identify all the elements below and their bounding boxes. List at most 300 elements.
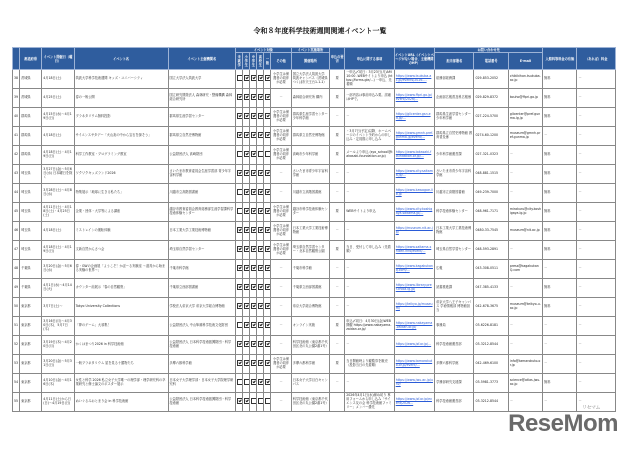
checkbox-target-junior-high-icon xyxy=(251,208,257,214)
table-row xyxy=(13,298,616,317)
checkbox-target-junior-high-icon xyxy=(251,170,257,176)
row-venue: 群馬県生涯学習センター 少年科学館 xyxy=(292,112,328,120)
row-fee-amount: － xyxy=(578,114,582,119)
row-contact-dept: 群馬県生涯学習センター少年科学館 xyxy=(436,112,472,120)
row-date: 4月15日(水)～4月19日(日) xyxy=(43,112,72,120)
row-application-info: － xyxy=(346,304,350,309)
row-application-info: － xyxy=(346,266,350,271)
row-application-info: メールより申込 (syo_school@takasaki-foundation.or.jp) xyxy=(346,150,393,158)
row-venue: 科学技術館（東京都千代田区北の丸公園2番1号） xyxy=(292,340,329,348)
checkbox-target-elementary-icon xyxy=(244,360,250,366)
row-fee: 無料 xyxy=(544,76,551,81)
row-url-link[interactable]: https://www.tsukuba.ac.jp/events/2026-... xyxy=(395,74,432,82)
checkbox-target-general-icon xyxy=(265,113,271,119)
row-fee-amount: － xyxy=(578,304,582,309)
row-event-name: 企業・団体・大学等による講座 xyxy=(75,209,121,214)
row-date: 4月1日(水)～4月14日(火) xyxy=(43,283,72,291)
row-email: museum@teikyo-u.ac.jp xyxy=(509,302,541,310)
checkbox-target-high-school-icon xyxy=(258,151,264,157)
col-application-required: 申込の要否 xyxy=(330,48,345,70)
row-target-other: 小学生は保護者の同伴が必要 xyxy=(273,110,290,122)
table-row xyxy=(13,279,616,298)
row-url-link[interactable]: https://www.tamarokuto.or.jp/event/... xyxy=(395,359,433,367)
row-email: museum@nit.ac.jp xyxy=(509,228,540,233)
row-fee: 無料 xyxy=(544,190,551,195)
row-fee: － xyxy=(544,361,548,366)
row-url-link[interactable]: https://www.jsf.or.jp/event/2026... xyxy=(395,397,432,405)
row-number: 38 xyxy=(14,76,19,81)
checkbox-target-general-icon xyxy=(265,341,271,347)
row-url-link[interactable]: https://teikyo.jp/museum/ xyxy=(395,302,433,310)
row-phone: 047-385-4133 xyxy=(475,285,499,290)
row-target-other: － xyxy=(279,171,283,176)
row-target-other: 小学生は保護者の同伴が必要 xyxy=(273,224,290,236)
checkbox-target-preschool-icon xyxy=(237,341,243,347)
checkbox-target-high-school-icon xyxy=(258,322,264,328)
col-group-venue: イベント実施場所 xyxy=(291,48,329,53)
row-prefecture: 群馬県 xyxy=(21,152,31,157)
row-venue: 国立大学法人筑波大学 筑波キャンパス（茨城県つくば市天王台1-1-1） xyxy=(292,72,328,84)
row-fee: － xyxy=(544,342,548,347)
row-fee: 無料 xyxy=(544,152,551,157)
col-url: イベントURL（イベントページがない場合、主催機関のHP） xyxy=(394,48,434,70)
row-fee: 無料 xyxy=(544,247,551,252)
checkbox-target-elementary-icon xyxy=(244,398,250,404)
row-date: 4月18日(土) xyxy=(43,76,62,81)
row-application-required: 要 xyxy=(335,76,339,81)
checkbox-target-elementary-icon xyxy=(244,284,250,290)
checkbox-target-preschool-icon xyxy=(237,151,243,157)
row-contact-dept: 少年科学館運営課 xyxy=(436,152,462,157)
checkbox-target-preschool-icon xyxy=(237,208,243,214)
row-contact-dept: 読書推進課 xyxy=(436,285,453,290)
row-contact-dept: 科学技術館運営部 xyxy=(436,342,462,347)
checkbox-target-general-icon xyxy=(265,170,271,176)
logo-ruby: リセマム xyxy=(582,405,600,411)
row-phone: 042-469-6100 xyxy=(475,361,499,366)
row-email: mirakuru@city.koshigaya.lg.jp xyxy=(509,207,542,215)
checkbox-target-junior-high-icon xyxy=(251,246,257,252)
checkbox-target-elementary-icon xyxy=(244,227,250,233)
checkbox-target-preschool-icon xyxy=(237,75,243,81)
row-venue: 埼玉県自然学習センター・北本自然観察公園 xyxy=(292,245,325,253)
table-row xyxy=(13,374,616,393)
row-url-link[interactable]: https://www.gmnh.pref.gunma.jp/event/... xyxy=(395,131,433,139)
checkbox-target-high-school-icon xyxy=(258,398,264,404)
row-application-required: － xyxy=(335,228,339,233)
row-application-info: － xyxy=(346,190,350,195)
checkbox-target-high-school-icon xyxy=(258,227,264,233)
row-venue: 越谷市科学技術体験センター xyxy=(292,207,328,215)
checkbox-target-high-school-icon xyxy=(258,246,264,252)
checkbox-target-preschool-icon xyxy=(237,94,243,100)
checkbox-target-high-school-icon xyxy=(258,132,264,138)
row-organizer: 群馬県立自然史博物館 xyxy=(169,133,202,138)
row-prefecture: 千葉県 xyxy=(21,266,31,271)
row-url-link[interactable]: https://www.kawagoe-lib.jp xyxy=(395,188,433,196)
row-contact-dept: 学務部研究支援課 xyxy=(436,380,462,385)
checkbox-target-junior-high-icon xyxy=(251,341,257,347)
row-target-other: 小学生は保護者の同伴が必要 xyxy=(273,243,290,255)
row-number: 41 xyxy=(14,133,19,138)
table-row xyxy=(13,355,616,374)
row-application-required: － xyxy=(335,285,339,290)
row-application-info: － xyxy=(346,114,350,119)
table-row xyxy=(13,203,616,222)
row-organizer: 国立研究開発法人 森林研究・整備機構 森林総合研究所 xyxy=(169,93,233,101)
row-phone: 03-3212-8544 xyxy=(475,342,499,347)
row-application-info: ・3月7日(予定)以降、ホームページのイベント予約からの申し込み・定員数に申し込み xyxy=(346,129,392,141)
row-url-link[interactable]: https://www.jwu.ac.jp/unv/ xyxy=(395,378,433,386)
row-fee-amount: － xyxy=(578,323,582,328)
checkbox-target-high-school-icon xyxy=(258,360,264,366)
checkbox-target-elementary-icon xyxy=(244,170,250,176)
row-event-name: ぬいぐるみおとまり会 in 科学技術館 xyxy=(75,399,129,404)
row-date: 4月18日(土) xyxy=(43,228,62,233)
checkbox-target-elementary-icon xyxy=(244,132,250,138)
row-email: kouho@ffpri.go.jp xyxy=(509,95,538,100)
row-number: 44 xyxy=(14,190,19,195)
table-row xyxy=(13,146,616,165)
row-url-link[interactable]: https://www.kagakukanq.com/... xyxy=(395,264,433,272)
table-row xyxy=(13,108,616,127)
checkbox-target-preschool-icon xyxy=(237,360,243,366)
row-venue: 千葉市科学館 xyxy=(292,266,312,271)
checkbox-target-general-icon xyxy=(265,265,271,271)
row-email: gllcenter@pref.gunma.lg.jp xyxy=(509,112,541,120)
row-date: 3月28日(土)～4月8日(水) xyxy=(43,188,72,196)
row-contact-dept: 総務部総務課 xyxy=(436,76,456,81)
col-target-preschool: 未就学 xyxy=(236,53,243,70)
row-prefecture: 東京都 xyxy=(21,323,31,328)
checkbox-target-high-school-icon xyxy=(258,208,264,214)
row-organizer: 日本工業大学工業技術博物館 xyxy=(169,228,211,233)
checkbox-target-preschool-icon xyxy=(237,246,243,252)
row-event-name: サイエンスサタデー「火山灰の中から宝石を探そう」 xyxy=(75,133,152,138)
row-event-name: 一般プラネタリウム 星を見る十勝物たち xyxy=(75,361,134,366)
checkbox-target-general-icon xyxy=(265,189,271,195)
table-row xyxy=(13,241,616,260)
row-organizer: 日本女子大学理学部・日本女子大学院理学研究科 xyxy=(169,378,234,386)
row-url-link[interactable]: https://www.saitama-shizen.info/event/... xyxy=(395,245,432,253)
table-row xyxy=(13,89,616,108)
row-prefecture: 埼玉県 xyxy=(21,171,31,176)
checkbox-target-high-school-icon xyxy=(258,189,264,195)
table-row xyxy=(13,184,616,203)
row-url-link[interactable]: https://www.library.pref.chiba.lg.jp/ xyxy=(395,283,432,291)
row-prefecture: 千葉県 xyxy=(21,285,31,290)
col-target-general: 一般 xyxy=(264,53,271,70)
row-venue: 群馬県立自然史博物館 xyxy=(292,133,325,138)
row-fee-amount: － xyxy=(578,190,582,195)
checkbox-target-elementary-icon xyxy=(244,246,250,252)
checkbox-target-high-school-icon xyxy=(258,265,264,271)
row-venue: さいたま市青少年宇宙科学館 xyxy=(292,169,328,177)
row-email: press@kagakukanQ.com xyxy=(509,264,539,272)
row-prefecture: 茨城県 xyxy=(21,76,31,81)
row-date: 4月11日(土)・4月18日(土)・4月25日(土) xyxy=(43,205,72,217)
row-fee: 無料 xyxy=(544,171,551,176)
row-contact-dept: さいたま市青少年宇宙科学館 xyxy=(436,169,472,177)
checkbox-target-general-icon xyxy=(265,75,271,81)
row-application-required: 要 xyxy=(335,323,339,328)
row-fee-amount: － xyxy=(578,247,582,252)
col-target-junior-high: 中学生 xyxy=(250,53,257,70)
row-number: 39 xyxy=(14,95,19,100)
checkbox-target-junior-high-icon xyxy=(251,265,257,271)
row-fee-amount: － xyxy=(578,399,582,404)
row-application-info: － xyxy=(346,285,350,290)
row-email: chikikihon.tsukuba.ac.jp xyxy=(509,74,541,82)
table-row xyxy=(13,127,616,146)
row-email: － xyxy=(509,323,513,328)
col-fee-amount: （あれば）料金 xyxy=(577,48,616,70)
row-fee-amount: － xyxy=(578,266,582,271)
checkbox-target-preschool-icon xyxy=(237,284,243,290)
row-fee-amount: － xyxy=(578,76,582,81)
row-prefecture: 東京都 xyxy=(21,380,31,385)
row-application-required: － xyxy=(335,380,339,385)
row-phone: 049-239-7000 xyxy=(475,190,499,195)
row-prefecture: 東京都 xyxy=(21,399,31,404)
row-email: － xyxy=(509,152,513,157)
row-email: － xyxy=(509,190,513,195)
row-date: 3月20日(金)～5月31日(日) xyxy=(43,359,72,367)
row-phone: 042-678-3675 xyxy=(475,304,499,309)
row-phone: 0480-33-7545 xyxy=(475,228,499,233)
row-url-link[interactable]: https://www.city.saitama.jp/... xyxy=(395,169,433,177)
col-group-contact: お問い合わせ先 xyxy=(435,48,543,53)
row-fee: 無料 xyxy=(544,285,551,290)
table-row xyxy=(13,317,616,336)
row-date: 3月27日(金)～5月6日(水) 日本曜日を除く xyxy=(43,167,73,179)
row-fee-amount: － xyxy=(578,171,582,176)
row-contact-dept: 日本工業大学工業技術博物館 xyxy=(436,226,472,234)
row-organizer: 群馬県生涯学習センター xyxy=(169,114,205,119)
row-url-link[interactable]: https://www.takasaki-foundation.or.jp/... xyxy=(395,150,432,158)
row-target-other: 小学生は保護者の同伴が必要 xyxy=(273,72,290,84)
checkbox-target-junior-high-icon xyxy=(251,132,257,138)
row-fee: 無料 xyxy=(544,380,551,385)
row-application-required: 要 xyxy=(335,152,339,157)
row-event-name: ワクワクキッズランド2026 xyxy=(75,171,116,176)
checkbox-target-preschool-icon xyxy=(237,113,243,119)
row-event-name: Tokyo University Collections xyxy=(75,304,121,309)
row-url-link[interactable]: https://www.jsf.or.jp/... xyxy=(395,342,432,347)
row-contact-dept: 科学技術体験センター xyxy=(436,209,468,214)
col-dates: イベント開催日（曜日） xyxy=(42,48,74,70)
checkbox-target-high-school-icon xyxy=(258,379,264,385)
row-prefecture: 群馬県 xyxy=(21,114,31,119)
checkbox-target-junior-high-icon xyxy=(251,398,257,404)
row-target-other: 小学生は保護者の同伴が必要 xyxy=(273,357,290,369)
row-fee: － xyxy=(544,266,548,271)
row-url-link[interactable]: https://www.nakayama-zaidan.or.jp/ xyxy=(395,321,433,329)
row-application-info: － xyxy=(346,228,350,233)
checkbox-target-preschool-icon xyxy=(237,379,243,385)
checkbox-target-junior-high-icon xyxy=(251,227,257,233)
row-email: － xyxy=(509,247,513,252)
checkbox-target-preschool-icon xyxy=(237,322,243,328)
row-phone: 027-224-5700 xyxy=(475,114,499,119)
checkbox-target-elementary-icon xyxy=(244,379,250,385)
row-application-required: － xyxy=(335,190,339,195)
checkbox-target-general-icon xyxy=(265,322,271,328)
row-number: 46 xyxy=(14,228,19,233)
row-organizer: 多摩六都科学館 xyxy=(169,361,192,366)
row-application-required: 要 xyxy=(335,95,339,100)
row-organizer: さいたま市教育委員会生涯学習部 青少年宇宙科学館 xyxy=(169,169,232,177)
row-phone: 048-881-1515 xyxy=(475,171,499,176)
logo-text: ReseMom xyxy=(508,410,618,437)
row-event-name: かくはまつり2026 in 科学技術館 xyxy=(75,342,124,347)
row-fee: － xyxy=(544,133,548,138)
col-event-name: イベント名 xyxy=(74,48,168,70)
row-phone: 03-6226-8181 xyxy=(475,323,499,328)
row-organizer: 埼玉県自然学習センター xyxy=(169,247,205,252)
row-event-name: プラネタリウム無料投影 xyxy=(75,114,111,119)
row-application-required: 要 xyxy=(335,209,339,214)
row-target-other: 小学生は保護者の同伴が必要 xyxy=(273,205,290,217)
row-target-other: － xyxy=(279,266,283,271)
checkbox-target-high-school-icon xyxy=(258,75,264,81)
row-fee-amount: － xyxy=(578,361,582,366)
checkbox-target-elementary-icon xyxy=(244,75,250,81)
checkbox-target-elementary-icon xyxy=(244,113,250,119)
checkbox-target-general-icon xyxy=(265,94,271,100)
col-fee: 入館料等料金の有無 xyxy=(543,48,577,70)
row-number: 52 xyxy=(14,342,19,347)
checkbox-target-general-icon xyxy=(265,303,271,309)
row-target-other: 小学生は保護者の同伴が必要 xyxy=(273,148,290,160)
col-contact-dept: 担当部署名 xyxy=(435,53,474,70)
row-number: 47 xyxy=(14,247,19,252)
row-email: － xyxy=(509,399,513,404)
table-row xyxy=(13,165,616,184)
checkbox-target-junior-high-icon xyxy=(251,322,257,328)
row-number: 48 xyxy=(14,266,19,271)
row-url-link[interactable]: https://www.city.koshigaya.saitama.jp/... xyxy=(395,207,433,215)
row-application-required: － xyxy=(335,304,339,309)
row-email: museum@gmnh.pref.gunma.jp xyxy=(509,131,541,139)
row-prefecture: 埼玉県 xyxy=(21,190,31,195)
row-prefecture: 埼玉県 xyxy=(21,209,31,214)
row-application-info: － xyxy=(346,342,350,347)
col-application-info: 申込に関する事項 xyxy=(345,48,394,70)
checkbox-target-high-school-icon xyxy=(258,303,264,309)
row-contact-dept: 企画部広報普及科広報係 xyxy=(436,95,472,100)
row-fee: 無料 xyxy=(544,209,551,214)
checkbox-target-elementary-icon xyxy=(244,151,250,157)
row-application-info: － xyxy=(346,380,350,385)
row-contact-dept: 群馬県立自然史博物館 教育普及係 xyxy=(436,131,473,139)
row-fee-amount: － xyxy=(578,228,582,233)
checkbox-target-general-icon xyxy=(265,284,271,290)
checkbox-target-high-school-icon xyxy=(258,113,264,119)
row-contact-dept: 広報 xyxy=(436,266,443,271)
checkbox-target-junior-high-icon xyxy=(251,113,257,119)
row-application-required: － xyxy=(335,114,339,119)
row-event-name: 春・GWの企画展「ようこそ！かぼーる実験室 ～道具から始まる実験の世界～」 xyxy=(75,264,166,272)
row-phone: 0274-60-1200 xyxy=(475,133,499,138)
checkbox-target-junior-high-icon xyxy=(251,379,257,385)
row-organizer: 公益財団法人 中山隼雄科学技術文化財団 xyxy=(169,323,228,328)
row-contact-dept: 帝京大学八王子キャンパス 学術情報部 博物館担当 xyxy=(436,300,471,312)
row-number: 54 xyxy=(14,380,19,385)
row-target-other: － xyxy=(279,380,283,385)
table-row xyxy=(13,260,616,279)
row-url-link[interactable]: https://www.ffpri.go.jp/event/2026/... xyxy=(395,93,433,101)
checkbox-target-general-icon xyxy=(265,227,271,233)
row-date: 3月7日(土)～ xyxy=(43,304,63,309)
row-date: 3月16日(月)～4月30日(木)、5月7日(木) xyxy=(43,319,72,331)
row-event-name: カウンター前展示「春の自然観察」 xyxy=(75,285,127,290)
checkbox-target-elementary-icon xyxy=(244,189,250,195)
checkbox-target-high-school-icon xyxy=(258,170,264,176)
checkbox-target-high-school-icon xyxy=(258,94,264,100)
row-application-info: WEBサイトより申込 xyxy=(346,209,376,214)
row-prefecture: 埼玉県 xyxy=(21,247,31,252)
row-url-link[interactable]: https://museum.nit.ac.jp/ xyxy=(395,226,433,234)
row-target-other: － xyxy=(279,342,283,347)
row-application-required: 要 xyxy=(335,133,339,138)
row-phone: 03-3212-8544 xyxy=(475,399,499,404)
row-target-other: － xyxy=(279,323,283,328)
row-prefecture: 群馬県 xyxy=(21,133,31,138)
row-date: 4月18日(土)・4月19日(日) xyxy=(43,245,72,253)
row-venue: 森林総合研究所 構内 xyxy=(292,95,323,100)
checkbox-target-general-icon xyxy=(265,246,271,252)
row-contact-dept: 多摩六都科学館 xyxy=(436,361,459,366)
row-organizer: 越谷市教育委員会教育総務部生涯学習課科学技術体験センター xyxy=(169,207,234,215)
row-fee: － xyxy=(544,323,548,328)
row-contact-dept: 科学技術館運営部 xyxy=(436,399,462,404)
row-phone: 043-308-0511 xyxy=(475,266,499,271)
row-prefecture: 埼玉県 xyxy=(21,228,31,233)
row-fee: 無料 xyxy=(544,95,551,100)
row-fee: 無料 xyxy=(544,304,551,309)
row-date: 4月25日(土) xyxy=(43,95,62,100)
table-row xyxy=(13,336,616,355)
row-fee: － xyxy=(544,399,548,404)
row-contact-dept: 埼玉県自然学習センター xyxy=(436,247,472,252)
row-event-name: 科学工作教室・プログラミング教室 xyxy=(75,152,127,157)
checkbox-target-junior-high-icon xyxy=(251,189,257,195)
checkbox-target-junior-high-icon xyxy=(251,303,257,309)
row-venue: 千葉県立西部図書館 xyxy=(292,285,322,290)
row-date: 4月10日(金)～4月16日(木) xyxy=(43,378,72,386)
row-venue: 日本工業大学工業技術博物館 xyxy=(292,226,328,234)
row-application-required: － xyxy=(335,342,339,347)
row-event-name: 女性と科学 2026 私立女子大学唯一の理学部・理学研究科の卒業研究と修士論文のポスター展示 xyxy=(75,378,166,386)
row-application-required: － xyxy=(335,171,339,176)
checkbox-target-preschool-icon xyxy=(237,189,243,195)
checkbox-target-general-icon xyxy=(265,379,271,385)
row-url-link[interactable]: https://gllcenter.gsn.ed.jp/... xyxy=(395,112,431,120)
row-target-other: － xyxy=(279,285,283,290)
checkbox-target-general-icon xyxy=(265,151,271,157)
row-organizer: 学校法人帝京大学 帝京大学総合博物館 xyxy=(169,304,225,309)
row-fee-amount: － xyxy=(578,380,582,385)
row-target-other: － xyxy=(279,304,283,309)
row-date: 3月19日(木)～4月20日(月) xyxy=(43,340,72,348)
row-application-info: 一申込〆切日：3月23日(月)AM10:00 -WEBサイトより申込 (https://forms.gle/...) 一申込、先着順 xyxy=(346,70,393,86)
row-event-name: 文新自然かんさつ会 xyxy=(75,247,105,252)
row-fee-amount: － xyxy=(578,152,582,157)
row-prefecture: 東京都 xyxy=(21,361,31,366)
row-number: 42 xyxy=(14,152,19,157)
row-application-info: 当日、受付して申し込み（先着順） xyxy=(346,245,391,253)
